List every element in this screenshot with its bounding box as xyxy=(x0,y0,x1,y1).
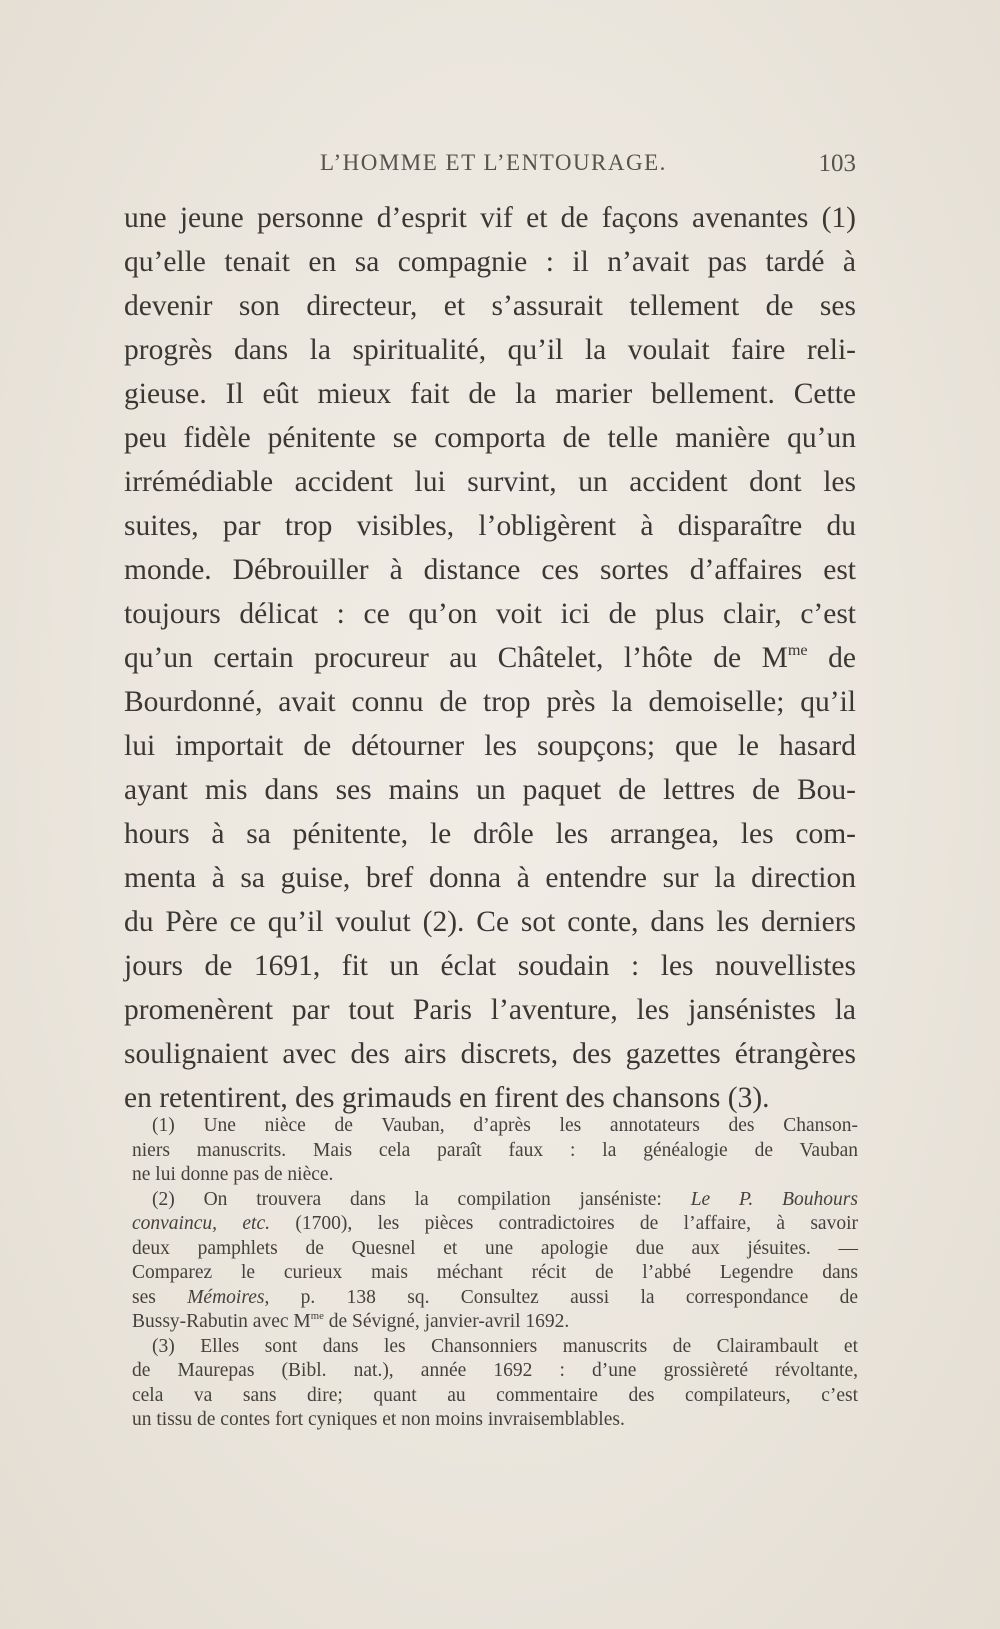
body-line: devenir son directeur, et s’assurait tellement de ses xyxy=(124,290,856,322)
body-line: une jeune personne d’esprit vif et de façons avenantes (1) xyxy=(124,202,856,234)
footnote-3-line: un tissu de contes fort cyniques et non moins invraisemblables. xyxy=(132,1409,625,1430)
superscript-me: me xyxy=(787,640,808,659)
body-line-suffix: de xyxy=(807,642,857,674)
footnote-2-text: (1700), les pièces contradictoires de l’affaire, à savoir xyxy=(269,1213,858,1234)
body-line: jours de 1691, fit un éclat soudain : les nouvellistes xyxy=(124,950,856,982)
body-line: qu’elle tenait en sa compagnie : il n’avait pas tardé à xyxy=(124,246,856,278)
footnote-2-text: de Sévigné, janvier-avril 1692. xyxy=(323,1311,570,1332)
footnote-2-line xyxy=(132,1310,858,1335)
body-text xyxy=(124,196,856,1120)
superscript-me: me xyxy=(310,1309,324,1322)
footnote-2-line xyxy=(132,1188,858,1213)
footnote-3-line: (3) Elles sont dans les Chansonniers manuscrits de Clairambault et xyxy=(152,1335,858,1357)
body-line: lui importait de détourner les soupçons; que le hasard xyxy=(124,730,856,762)
page-number: 103 xyxy=(818,150,856,177)
footnote-2-italic-title: convaincu, etc. xyxy=(132,1213,270,1234)
footnote-2-italic-title: Mémoires xyxy=(187,1286,265,1308)
footnote-2-text: ses xyxy=(132,1286,188,1308)
body-line: toujours délicat : ce qu’on voit ici de plus clair, c’est xyxy=(124,598,856,630)
footnote-2-text: Bussy-Rabutin avec M xyxy=(132,1311,311,1332)
footnote-2-text: , p. 138 sq. Consultez aussi la correspondance de xyxy=(264,1286,858,1308)
body-line: irrémédiable accident lui survint, un accident dont les xyxy=(124,466,856,498)
body-line: monde. Débrouiller à distance ces sortes d’affaires est xyxy=(124,554,856,586)
body-line: promenèrent par tout Paris l’aventure, les jansénistes la xyxy=(124,994,856,1026)
running-head xyxy=(124,150,856,184)
footnote-2-line xyxy=(132,1212,858,1237)
body-line: en retentirent, des grimauds en firent des chansons (3). xyxy=(124,1082,770,1114)
footnote-2-line xyxy=(132,1286,858,1311)
footnote-3-line: cela va sans dire; quant au commentaire des compilateurs, c’est xyxy=(132,1384,858,1406)
body-line: peu fidèle pénitente se comporta de telle manière qu’un xyxy=(124,422,856,454)
footnote-2-italic-title: Le P. Bouhours xyxy=(690,1188,858,1210)
footnote-1-line: (1) Une nièce de Vauban, d’après les annotateurs des Chanson- xyxy=(152,1115,858,1136)
body-line: du Père ce qu’il voulut (2). Ce sot conte, dans les derniers xyxy=(124,906,856,938)
footnote-2-line: deux pamphlets de Quesnel et une apologie due aux jésuites. — xyxy=(132,1237,858,1259)
footnote-1-line: ne lui donne pas de nièce. xyxy=(132,1164,334,1185)
body-line: menta à sa guise, bref donna à entendre sur la direction xyxy=(124,862,856,894)
body-line: hours à sa pénitente, le drôle les arrangea, les com- xyxy=(124,818,856,850)
footnote-1-line: niers manuscrits. Mais cela paraît faux : la généalogie de Vauban xyxy=(132,1139,858,1161)
body-line: ayant mis dans ses mains un paquet de lettres de Bou- xyxy=(124,774,856,806)
body-line-text: qu’un certain procureur au Châtelet, l’hôte de M xyxy=(124,642,788,674)
footnote-2-line: Comparez le curieux mais méchant récit de l’abbé Legendre dans xyxy=(132,1262,858,1283)
body-line: Bourdonné, avait connu de trop près la demoiselle; qu’il xyxy=(124,686,856,718)
body-line: soulignaient avec des airs discrets, des gazettes étrangères xyxy=(124,1038,856,1070)
body-line: progrès dans la spiritualité, qu’il la voulait faire reli- xyxy=(124,334,856,366)
footnote-2-text: (2) On trouvera dans la compilation janséniste: xyxy=(152,1188,691,1210)
body-line: suites, par trop visibles, l’obligèrent à disparaître du xyxy=(124,510,856,542)
footnotes xyxy=(132,1114,858,1433)
footnote-3-line: de Maurepas (Bibl. nat.), année 1692 : d’une grossièreté révoltante, xyxy=(132,1360,858,1381)
running-title: L’HOMME ET L’ENTOURAGE. xyxy=(320,150,667,175)
body-line xyxy=(124,636,856,680)
body-line: gieuse. Il eût mieux fait de la marier bellement. Cette xyxy=(124,378,856,410)
